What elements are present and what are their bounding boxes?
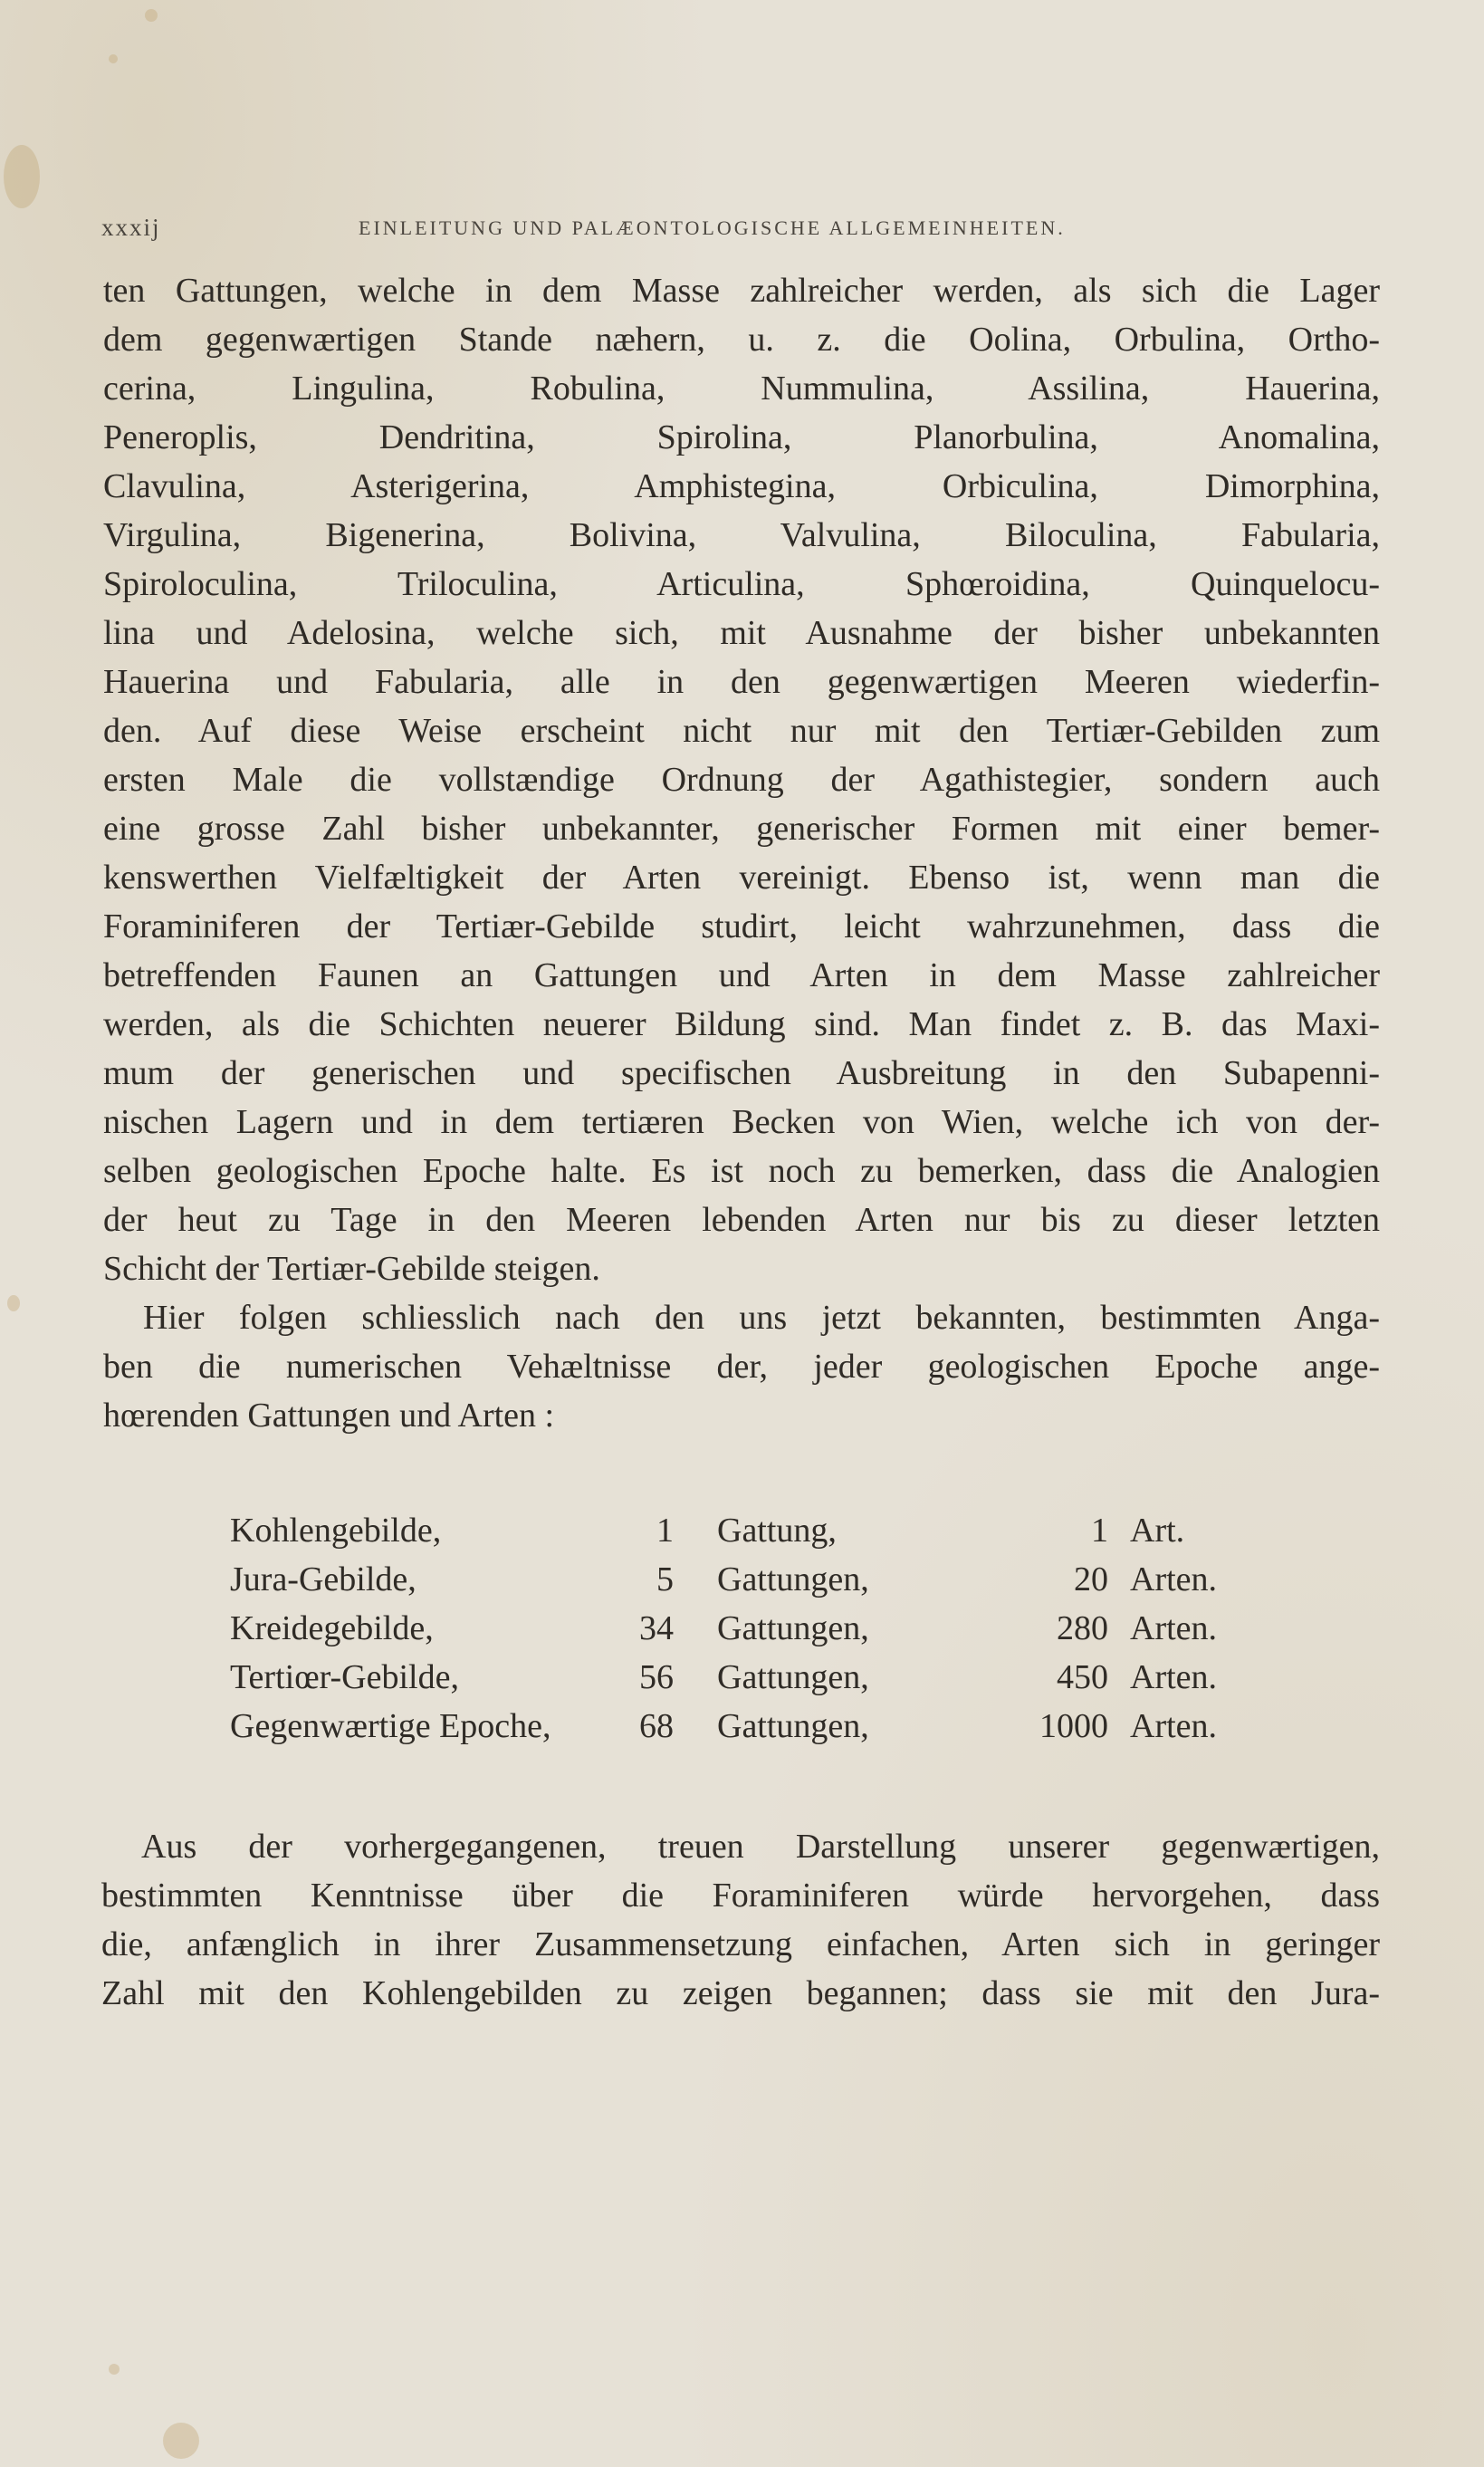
text-line: lina und Adelosina, welche sich, mit Ausnahme der bisher unbekannten xyxy=(103,614,1380,652)
species-count: 280 xyxy=(1057,1609,1108,1647)
epoch-name: Tertiœr-Gebilde, xyxy=(230,1658,459,1696)
text-line: mum der generischen und specifischen Ausbreitung in den Subapenni- xyxy=(103,1054,1380,1092)
text-line: dem gegenwærtigen Stande næhern, u. z. die Oolina, Orbulina, Ortho- xyxy=(103,321,1380,359)
epoch-name: Gegenwærtige Epoche, xyxy=(230,1707,551,1745)
epoch-name: Kohlengebilde, xyxy=(230,1512,442,1550)
paper-stain xyxy=(163,2423,199,2459)
species-label: Arten. xyxy=(1130,1658,1218,1696)
paragraph-1 xyxy=(103,266,1380,1293)
text-line: betreffenden Faunen an Gattungen und Arten in dem Masse zahlreicher xyxy=(103,956,1380,994)
text-line: Peneroplis, Dendritina, Spirolina, Planorbulina, Anomalina, xyxy=(103,418,1380,456)
paper-stain xyxy=(145,9,158,22)
epoch-name: Kreidegebilde, xyxy=(230,1609,434,1647)
text-line: werden, als die Schichten neuerer Bildung sind. Man findet z. B. das Maxi- xyxy=(103,1005,1380,1043)
running-head-title: EINLEITUNG UND PALÆONTOLOGISCHE ALLGEMEINHEITEN. xyxy=(359,216,1066,239)
text-line: Hauerina und Fabularia, alle in den gegenwærtigen Meeren wiederfin- xyxy=(103,663,1380,701)
statistics-table xyxy=(230,1511,1262,1755)
table-row xyxy=(230,1657,1262,1706)
table-row xyxy=(230,1706,1262,1755)
text-line: bestimmten Kenntnisse über die Foraminiferen würde hervorgehen, dass xyxy=(101,1877,1380,1915)
species-count: 450 xyxy=(1057,1658,1108,1696)
text-line: die, anfænglich in ihrer Zusammensetzung einfachen, Arten sich in geringer xyxy=(101,1925,1380,1963)
genera-label: Gattungen, xyxy=(717,1707,869,1745)
text-line: hœrenden Gattungen und Arten : xyxy=(103,1397,555,1435)
running-head xyxy=(101,214,1152,250)
text-line: Virgulina, Bigenerina, Bolivina, Valvulina, Biloculina, Fabularia, xyxy=(103,516,1380,554)
text-line: den. Auf diese Weise erscheint nicht nur mit den Tertiær-Gebilden zum xyxy=(103,712,1380,750)
genera-label: Gattung, xyxy=(717,1512,837,1550)
genera-count: 5 xyxy=(656,1560,674,1598)
text-line: Spiroloculina, Triloculina, Articulina, Sphœroidina, Quinquelocu- xyxy=(103,565,1380,603)
text-line: Clavulina, Asterigerina, Amphistegina, Orbiculina, Dimorphina, xyxy=(103,467,1380,505)
text-line: selben geologischen Epoche halte. Es ist noch zu bemerken, dass die Analogien xyxy=(103,1152,1380,1190)
text-line: der heut zu Tage in den Meeren lebenden Arten nur bis zu dieser letzten xyxy=(103,1201,1380,1239)
text-line: eine grosse Zahl bisher unbekannter, generischer Formen mit einer bemer- xyxy=(103,810,1380,848)
genera-count: 68 xyxy=(639,1707,674,1745)
species-count: 1 xyxy=(1091,1512,1108,1550)
paragraph-2 xyxy=(103,1293,1380,1440)
species-label: Arten. xyxy=(1130,1609,1218,1647)
paper-stain xyxy=(109,2364,120,2375)
text-line: ten Gattungen, welche in dem Masse zahlreicher werden, als sich die Lager xyxy=(103,272,1380,310)
text-line: Foraminiferen der Tertiær-Gebilde studirt, leicht wahrzunehmen, dass die xyxy=(103,907,1380,946)
text-line: kenswerthen Vielfæltigkeit der Arten vereinigt. Ebenso ist, wenn man die xyxy=(103,859,1380,897)
table-row xyxy=(230,1608,1262,1657)
paper-stain xyxy=(7,1295,20,1311)
genera-count: 56 xyxy=(639,1658,674,1696)
species-label: Arten. xyxy=(1130,1707,1218,1745)
text-line: ben die numerischen Vehæltnisse der, jeder geologischen Epoche ange- xyxy=(103,1348,1380,1386)
table-row xyxy=(230,1560,1262,1608)
paper-stain xyxy=(109,54,118,63)
text-line: ersten Male die vollstændige Ordnung der Agathistegier, sondern auch xyxy=(103,761,1380,799)
genera-count: 1 xyxy=(656,1512,674,1550)
text-line: Hier folgen schliesslich nach den uns jetzt bekannten, bestimmten Anga- xyxy=(143,1299,1380,1337)
body-text xyxy=(103,266,1380,1440)
genera-label: Gattungen, xyxy=(717,1560,869,1598)
text-line: Zahl mit den Kohlengebilden zu zeigen begannen; dass sie mit den Jura- xyxy=(101,1974,1380,2012)
species-label: Art. xyxy=(1130,1512,1185,1550)
species-label: Arten. xyxy=(1130,1560,1218,1598)
paragraph-3 xyxy=(101,1822,1380,2018)
table-row xyxy=(230,1511,1262,1560)
paper-stain xyxy=(4,145,40,208)
genera-label: Gattungen, xyxy=(717,1658,869,1696)
text-line: cerina, Lingulina, Robulina, Nummulina, Assilina, Hauerina, xyxy=(103,370,1380,408)
species-count: 1000 xyxy=(1039,1707,1108,1745)
text-line: Schicht der Tertiær-Gebilde steigen. xyxy=(103,1250,600,1288)
epoch-name: Jura-Gebilde, xyxy=(230,1560,416,1598)
species-count: 20 xyxy=(1074,1560,1108,1598)
page-number: xxxij xyxy=(101,214,161,241)
genera-count: 34 xyxy=(639,1609,674,1647)
text-line: nischen Lagern und in dem tertiæren Becken von Wien, welche ich von der- xyxy=(103,1103,1380,1141)
text-line: Aus der vorhergegangenen, treuen Darstellung unserer gegenwærtigen, xyxy=(141,1828,1380,1866)
genera-label: Gattungen, xyxy=(717,1609,869,1647)
